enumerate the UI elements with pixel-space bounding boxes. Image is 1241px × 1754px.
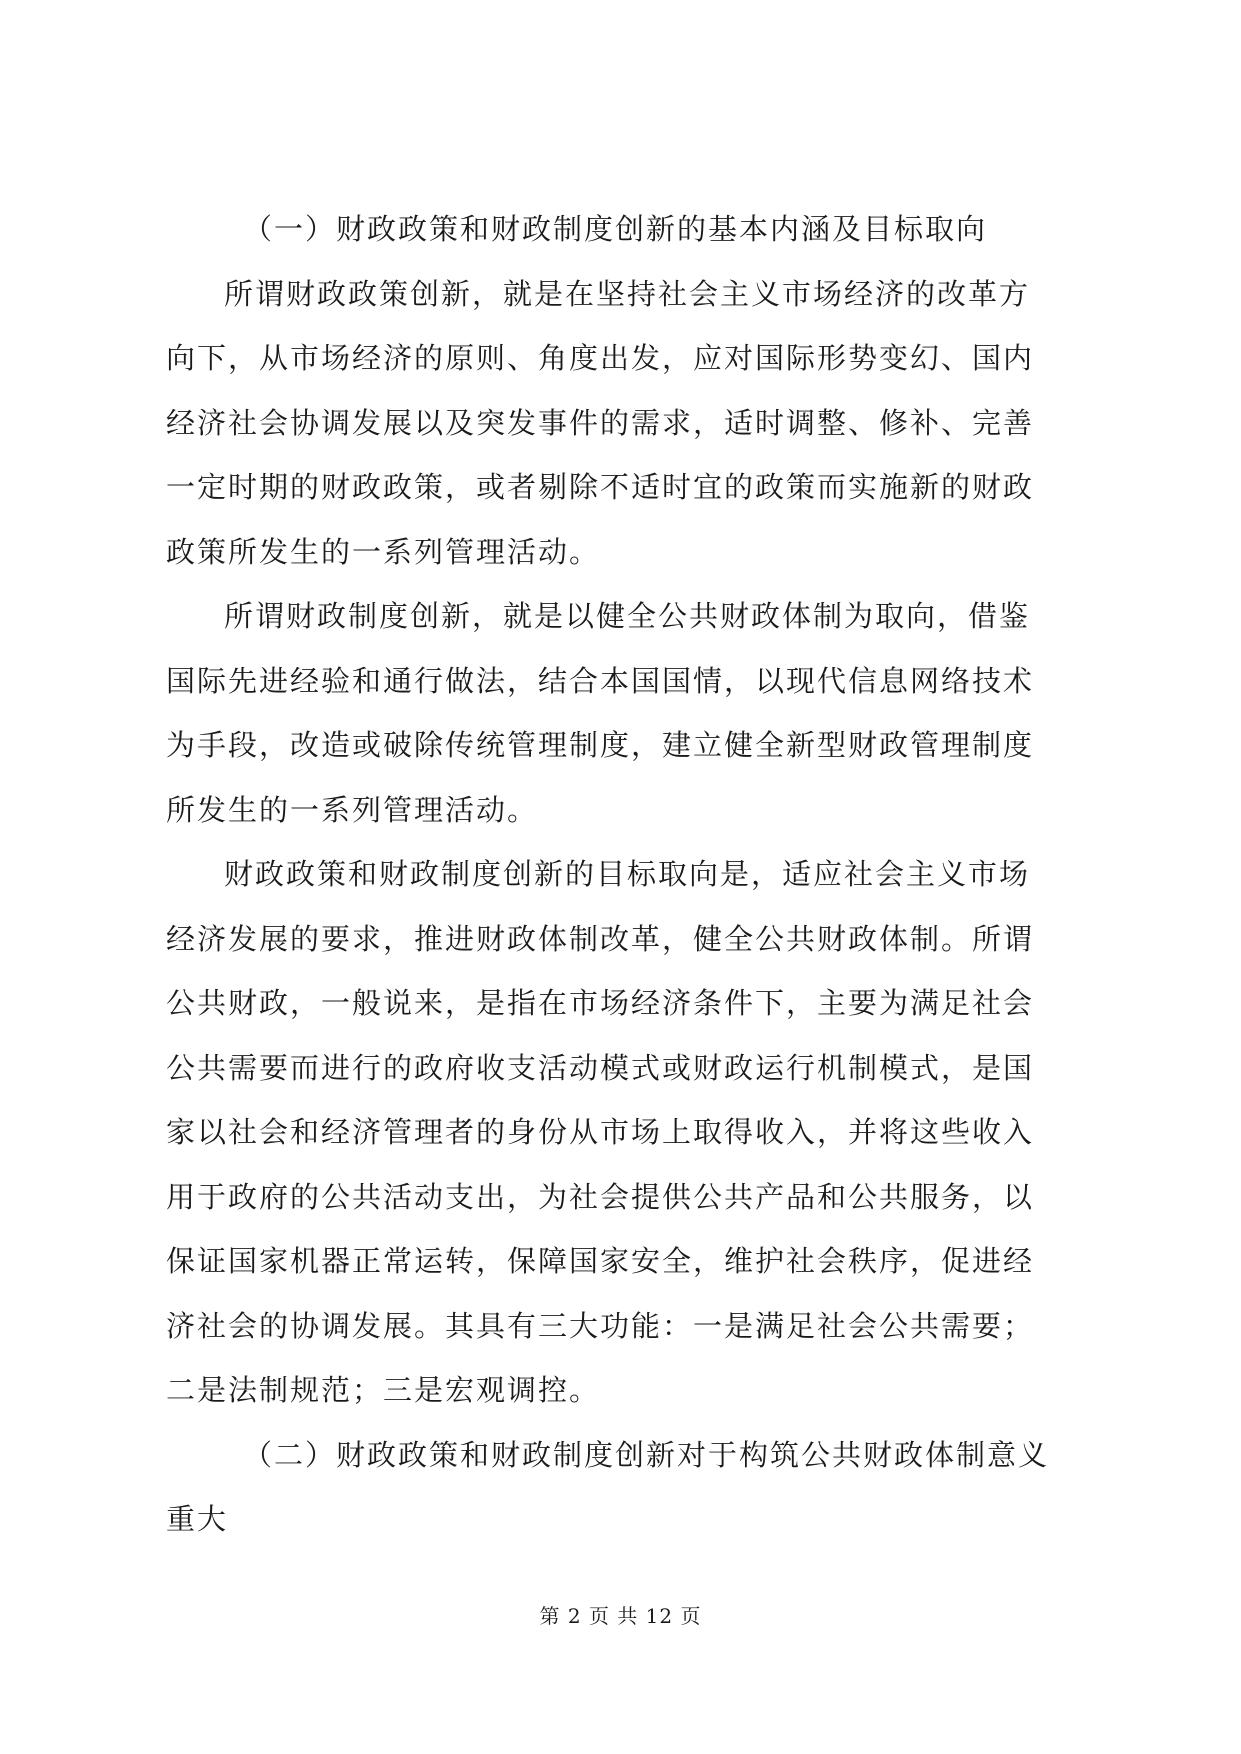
- paragraph-line: 公共需要而进行的政府收支活动模式或财政运行机制模式，是国: [166, 1050, 1035, 1085]
- paragraph-line: 用于政府的公共活动支出，为社会提供公共产品和公共服务，以: [166, 1179, 1035, 1214]
- section-heading-1: （一）财政政策和财政制度创新的基本内涵及目标取向: [243, 212, 988, 246]
- section-heading-2-continuation: 重大: [166, 1502, 229, 1536]
- paragraph-line: 一定时期的财政政策，或者剔除不适时宜的政策而实施新的财政: [166, 470, 1035, 504]
- paragraph-line: 家以社会和经济管理者的身份从市场上取得收入，并将这些收入: [166, 1115, 1035, 1149]
- section-heading-2: （二）财政政策和财政制度创新对于构筑公共财政体制意义: [243, 1437, 1050, 1472]
- page-number-footer: 第 2 页 共 12 页: [539, 1604, 702, 1628]
- paragraph-line: 经济社会协调发展以及突发事件的需求，适时调整、修补、完善: [166, 405, 1035, 440]
- paragraph-line: 国际先进经验和通行做法，结合本国国情，以现代信息网络技术: [166, 663, 1035, 698]
- document-body: [166, 197, 1078, 1552]
- paragraph-line: 经济发展的要求，推进财政体制改革，健全公共财政体制。所谓: [166, 921, 1035, 956]
- paragraph-line: 政策所发生的一系列管理活动。: [166, 534, 601, 569]
- paragraph-line: 财政政策和财政制度创新的目标取向是，适应社会主义市场: [224, 857, 1031, 891]
- paragraph-line: 向下，从市场经济的原则、角度出发，应对国际形势变幻、国内: [166, 341, 1035, 375]
- paragraph-line: 保证国家机器正常运转，保障国家安全，维护社会秩序，促进经: [166, 1244, 1035, 1278]
- paragraph-line: 所谓财政制度创新，就是以健全公共财政体制为取向，借鉴: [224, 599, 1031, 633]
- paragraph-line: 公共财政，一般说来，是指在市场经济条件下，主要为满足社会: [166, 986, 1035, 1020]
- paragraph-line: 所谓财政政策创新，就是在坚持社会主义市场经济的改革方: [224, 276, 1031, 311]
- paragraph-line: 济社会的协调发展。其具有三大功能：一是满足社会公共需要；: [166, 1308, 1035, 1343]
- paragraph-line: 二是法制规范；三是宏观调控。: [166, 1373, 601, 1407]
- paragraph-line: 所发生的一系列管理活动。: [166, 792, 539, 827]
- paragraph-line: 为手段，改造或破除传统管理制度，建立健全新型财政管理制度: [166, 728, 1035, 762]
